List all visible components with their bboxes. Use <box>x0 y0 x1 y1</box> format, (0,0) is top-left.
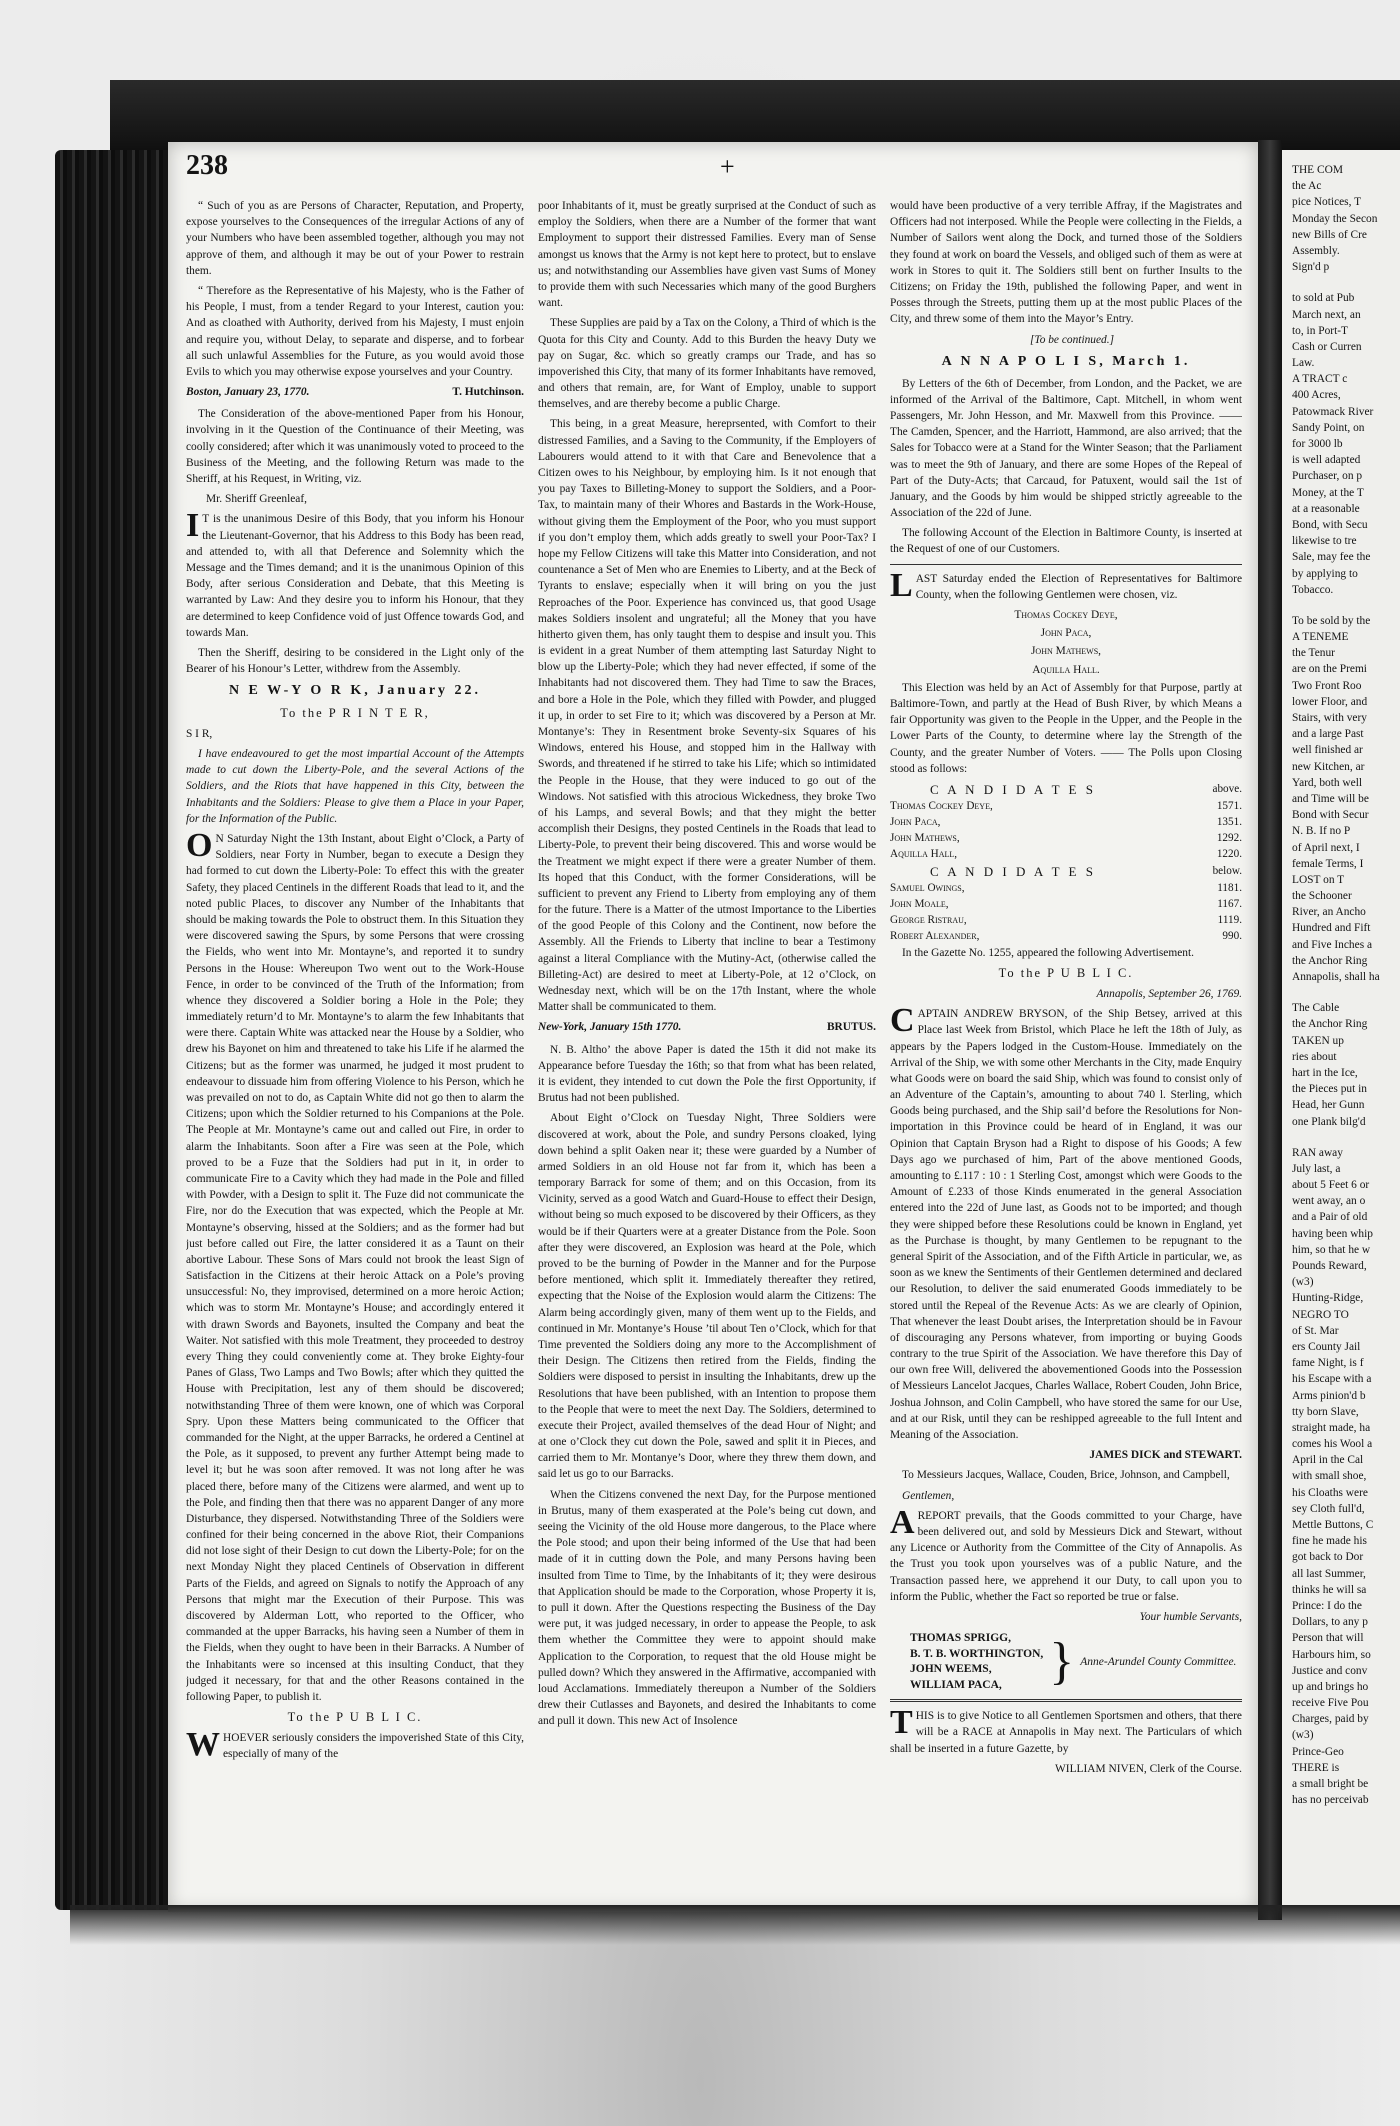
adjacent-page-line: Sign'd p <box>1292 261 1330 274</box>
salutation-gentlemen: Gentlemen, <box>902 1489 955 1502</box>
elected-name: John Paca, <box>1040 627 1092 640</box>
adjacent-page-line: Mettle Buttons, C <box>1292 1519 1374 1531</box>
paragraph: Then the Sheriff, desiring to be considered in the Light only of the Bearer of his Honour’s Letter, withdrew from the Assembly. <box>186 646 524 676</box>
adjacent-page-line: March next, an <box>1292 308 1361 321</box>
paragraph: ON Saturday Night the 13th Instant, about Eight o’Clock, a Party of Soldiers, near Forty in Number, began to execute a Design they had formed to cut down the Liberty-Pole: To effect this with the greater Safety, they placed Centinels in the different Roads that lead to it, and the noted public Places, to discover any Number of the Inhabitants that should be making towards the Pole to obstruct them. In this Situation they were discovered sawing the Spurs, by some Persons that were crossing the Fields, who went into Mr. Montayne’s, and reported it to sundry Persons in the House: Whereupon Two went out to the Work-House Fence, in order to be convinced of the Truth of the Information; from whence they discovered a Soldier boring a Hole in the Pole; they immediately return’d to Mr. Montayne’s to alarm the few Inhabitants that were there. Captain White was attacked near the House by a Soldier, who drew his Bayonet on him and threatened to take his Life if he alarmed the Citizens; but as the former was unarmed, he judged it most prudent to endeavour to dissuade him from offering Violence to his Person, which he was prevailed on not to do, as Captain White did not go then to alarm the Citizens; upon which the Soldier returned to his Companions at the Pole. The People at Mr. Montayne’s came out and called out Fire, in order to alarm the Inhabitants. Soon after a Fire was seen at the Pole, which proved to be a Fuze that the Soldiers had put in it, in order to communicate Fire to a Cavity which they had made in the Pole and filled with Powder, with a Design to split it. The Fuze did not communicate the Fire, nor do the Execution that was expected, which the People at Mr. Montayne’s observing, hissed at the Soldiers; and as the former had but just before called out Fire, the latter considered it as a Taunt on their abortive Labour. These Sons of Mars could not brook the least Sign of Satisfaction in the Citizens at their heroic Attack on a Pole’s proving unsuccessful: No, they improvised, determined on a more heroic Action; which was to storm Mr. Montayne’s House; and accordingly entered it with drawn Swords and Bayonets, insulted the Company and beat the Waiter. Not satisfied with this mole Treatment, they proceeded to destroy every Thing they could conveniently come at. They broke Eighty-four Panes of Glass, Two Lamps and Two Bowls; after which they quitted the House with Precipitation, lest any of them should be discovered; notwithstanding Three of them were known, one of which was Corporal Spry. Upon these Matters being communicated to the Officer that commanded for the Night, at the upper Barracks, he ordered a Centinel at the Pole, as it supposed, to prevent any further Attempt being made to level it; but he was soon after removed. It was not long after he was placed there, before many of the Citizens were alarmed, and went up to the Pole, and finding then that there was no apparent Danger of any more Disturbance, they dispersed. Notwithstanding Three of the Soldiers were confined for their being concerned in the above Riot, their Companions did not lose sight of their Design to cut down the Liberty-Pole; for on the next Monday Night they placed Centinels of Observation in different Parts of the Fields, and agreed on Signals to notify the Approach of any Persons that might mar the Execution of their Purpose. This was discovered by Alderman Lott, who reported to the Officer, who commanded at the upper Barracks, his having seen a Number of them in the Fields, when they ought to have been in their Barracks. A Number of the Inhabitants were so incensed at this insulting Conduct, that they judged it necessary, for that and the other Reasons contained in the following Paper, to publish it. <box>186 827 524 1703</box>
adjacent-page-line: N. B. If no P <box>1292 825 1351 838</box>
adjacent-page-line: THE COM <box>1292 164 1343 176</box>
paragraph: AREPORT prevails, that the Goods committed to your Charge, have been delivered out, and sold by Messieurs Dick and Stewart, without any Licence or Authority from the Committee of the City of Annapolis. As the Trust you took upon yourselves was of a public Nature, and the Transaction passed here, we apprehend it our Duty, to call upon you to inform the Public, whether the Fact so reported be true or false. <box>890 1503 1242 1603</box>
adjacent-page-line: to sold at Pub <box>1292 292 1355 305</box>
page-number: 238 <box>186 150 228 181</box>
adjacent-page-line: (w3) <box>1292 1276 1314 1289</box>
adjacent-page-line: Assembly. <box>1292 244 1340 257</box>
adjacent-page-line <box>1292 275 1396 290</box>
adjacent-page-line: receive Five Pou <box>1292 1697 1369 1710</box>
committee-member: WILLIAM PACA, <box>910 1678 1002 1691</box>
adjacent-page-line: A TRACT c <box>1292 373 1348 386</box>
committee-member: JOHN WEEMS, <box>910 1663 992 1676</box>
signoff-name: BRUTUS. <box>826 1021 876 1034</box>
adjacent-page-line: Annapolis, shall ha <box>1292 971 1380 983</box>
elected-name: Aquilla Hall. <box>1032 663 1100 676</box>
adjacent-page-line <box>1292 598 1396 613</box>
closing: Your humble Servants, <box>1139 1610 1242 1623</box>
paragraph: poor Inhabitants of it, must be greatly surprised at the Conduct of such as employ the Soldiers, when there are a Number of the former that want Employment to support their distressed Families. Every man of Sense amongst us knows that the Army is not kept here to protect, but to enslave us; and notwithstanding our Assemblies have given vast Sums of Money to provide them with such Necessaries which many of the good Burghers want. <box>538 200 876 310</box>
paragraph: would have been productive of a very terrible Affray, if the Magistrates and Officers had not interposed. While the People were collecting in the Fields, a Number of Sailors went along the Dock, and turned those of the Soldiers they found at work on board the Vessels, and obliged such of them as were at work in Stores to quit it. The Soldiers still bent on further Insults to the Citizens; on Friday the 19th, published the following Paper, and went in Posses through the Streets, putting them up at the most public Places of the City, and threw some of them into the Mayor’s Entry. <box>890 200 1242 326</box>
signoff-name: T. Hutchinson. <box>452 386 524 399</box>
signoff-date: Boston, January 23, 1770. <box>186 386 310 399</box>
candidate-name: Robert Alexander, <box>890 930 980 943</box>
poll-row <box>890 815 1242 831</box>
column-2 <box>538 198 876 1898</box>
adjacent-page-line: Two Front Roo <box>1292 679 1362 692</box>
adjacent-page-line: female Terms, I <box>1292 857 1364 870</box>
adjacent-page-line: new Bills of Cre <box>1292 228 1367 241</box>
adjacent-page-line: Money, at the T <box>1292 486 1364 499</box>
adjacent-page-text <box>1282 150 1400 1808</box>
adjacent-page-line: Sale, may fee the <box>1292 551 1371 564</box>
poll-header-word: below. <box>1212 865 1242 878</box>
adjacent-page-line: a small bright be <box>1292 1778 1369 1790</box>
elected-name: John Mathews, <box>1030 645 1102 658</box>
adjacent-page-line: Hunting-Ridge, <box>1292 1292 1364 1305</box>
adjacent-page-line: Yard, both well <box>1292 776 1363 789</box>
poll-row <box>890 881 1242 897</box>
adjacent-page-line: for 3000 lb <box>1292 438 1343 450</box>
adjacent-page-line: and a large Past <box>1292 728 1364 741</box>
adjacent-page-line: up and brings ho <box>1292 1680 1369 1693</box>
candidate-votes: 1220. <box>1216 848 1242 861</box>
adjacent-page-line: A TENEME <box>1292 631 1349 644</box>
adjacent-page-line: him, so that he w <box>1292 1243 1371 1256</box>
adjacent-page-line: Dollars, to any p <box>1292 1616 1368 1629</box>
adjacent-page-line: Sandy Point, on <box>1292 421 1365 434</box>
candidate-votes: 1292. <box>1216 832 1242 845</box>
adjacent-page-line: Prince-Geo <box>1292 1745 1344 1758</box>
adjacent-page-line: comes his Wool a <box>1292 1438 1373 1451</box>
paragraph: “ Such of you as are Persons of Character, Reputation, and Property, expose yourselves to the Consequences of the irregular Actions of any of your Numbers who have been assembled together, although you may not approve of them, and although it may be out of your Power to restrain them. <box>186 200 524 277</box>
adjacent-page-line: and Five Inches a <box>1292 938 1373 951</box>
adjacent-page-line: likewise to tre <box>1292 535 1357 548</box>
adjacent-page-line: TAKEN up <box>1292 1034 1344 1047</box>
adjacent-page-line: Harbours him, so <box>1292 1648 1371 1661</box>
adjacent-page-fragment <box>1282 150 1400 1910</box>
adjacent-page-line: is well adapted <box>1292 454 1361 467</box>
adjacent-page-line: River, an Ancho <box>1292 906 1366 919</box>
adjacent-page-line: Person that will <box>1292 1632 1364 1645</box>
committee-label: Anne-Arundel County Committee. <box>1080 1655 1237 1668</box>
paragraph: This being, in a great Measure, hereprsented, with Comfort to their distressed Families, and a Saving to the Community, if the Employers of Labourers would attend to it with that Care and Benevolence that a Citizen owes to his Neighbour, by employing him. Is it not enough that you pay Taxes to Billeting-Money to support the Soldiers, and a Poor-Tax, to maintain many of their Whores and Bastards in the Work-House, without giving them the Employment of the Poor, who you must support if you don’t employ them, which adds greatly to swell your Poor-Tax? I hope my Fellow Citizens will take this Matter into Consideration, and not countenance a Set of Men who are Enemies to Liberty, and at the Beck of Tyrants to enslave; especially when it will bring on you the just Reproaches of the Poor. Experience has convinced us, that good Usage makes Soldiers insolent and ungrateful; all the Money that you have hitherto given them, has only taught them to despise and insult you. This is evident in a great Number of them attempting last Saturday Night to blow up the Liberty-Pole; which they had never effected, if some of the Inhabitants had not discovered them. They had Time to saw the Braces, and bore a Hole in the Pole, which they filled with Powder, and plugged it up, in order to set Fire to it; which was discovered by a Person at Mr. Montanye’s: They in Resentment broke Seventy-six Squares of his Windows, entered his House, and stopped him in the Hallway with Swords, and threatened if he stirred to take his Life; which so intimidated the People in the House, that they were induced to go out of the Windows. Not satisfied with this atrocious Wickedness, they broke Two of his Lamps, and several Bowls; and that they might the better accomplish their Designs, they posted Centinels in the Roads that lead to Liberty-Pole, to prevent their being discovered. This and worse would be the Treatment we might expect if there were a greater Number of them. Its hoped that this Conduct, with the former Considerations, will be sufficient to prevent any Friend to Liberty from employing any of them for the future. There is a Matter of the utmost Importance to the Liberties of the good People of this Colony and the Continent, now before the Assembly. All the Friends to Liberty that incline to bear a Testimony against a literal Compliance with the Mutiny-Act, (otherwise called the Billeting-Act) are desired to meet at Liberty-Pole, at 12 o’Clock, on Wednesday next, which will be on the 17th Instant, where the whole Matter shall be communicated to them. <box>538 418 876 1014</box>
adjacent-page-line: straight made, ha <box>1292 1421 1371 1434</box>
salutation: Mr. Sheriff Greenleaf, <box>206 493 308 506</box>
paragraph: In the Gazette No. 1255, appeared the following Advertisement. <box>902 947 1194 960</box>
adjacent-page-line: THERE is <box>1292 1761 1340 1774</box>
adjacent-page-line: Pounds Reward, <box>1292 1260 1367 1272</box>
adjacent-page-line: Patowmack River <box>1292 405 1374 418</box>
poll-row <box>890 929 1242 945</box>
adjacent-page-line: of St. Mar <box>1292 1324 1339 1337</box>
adjacent-page-line: Tobacco. <box>1292 583 1334 596</box>
poll-table <box>890 781 1242 945</box>
adjacent-page-line: sey Cloth full'd, <box>1292 1502 1365 1515</box>
adjacent-page-line: are on the Premi <box>1292 663 1367 676</box>
adjacent-page-line: NEGRO TO <box>1292 1308 1349 1321</box>
signoff <box>538 1019 876 1035</box>
adjacent-page-line: Bond, with Secu <box>1292 518 1368 531</box>
to-public-heading: To the P U B L I C. <box>287 1710 423 1725</box>
adjacent-page-line: the Schooner <box>1292 890 1352 903</box>
clerk-signature: WILLIAM NIVEN, Clerk of the Course. <box>1055 1762 1242 1775</box>
poll-header <box>890 863 1242 881</box>
paragraph: These Supplies are paid by a Tax on the Colony, a Third of which is the Quota for this City and County. Add to this Burden the heavy Duty we pay on Sugar, &c. which so greatly cramps our Trade, and has so impoverished this City, that many of its former Inhabitants have removed, and others that remain, are, for Want of Employ, unable to support themselves, and are thereby become a public Charge. <box>538 317 876 411</box>
adjacent-page-line: by applying to <box>1292 567 1358 580</box>
paragraph: WHOEVER seriously considers the impoverished State of this City, especially of many of the <box>186 1725 524 1763</box>
committee-member: B. T. B. WORTHINGTON, <box>910 1647 1044 1660</box>
paragraph: By Letters of the 6th of December, from London, and the Packet, we are informed of the Arrival of the Baltimore, Capt. Mitchell, in whom went Passengers, Mr. John Hesson, and Mr. Maxwell from this Province. —— The Camden, Spencer, and the Harriott, Hammond, are also arrived; that the Sales for Tobacco were at a Stand for the Winter Season; that the Parliament was to meet the 9th of January, and there are some Hopes of the Repeal of Part of the Duty-Acts; that Carcaud, for Patuxent, would sail the 1st of January, and the Goods by him would be shipped strictly agreeable to the Association of the 22d of June. <box>890 377 1242 520</box>
column-1 <box>186 198 524 1898</box>
candidate-name: John Mathews, <box>890 832 960 845</box>
to-be-continued: [To be continued.] <box>1029 333 1115 346</box>
candidate-votes: 1181. <box>1217 882 1242 895</box>
adjacent-page-line: Justice and conv <box>1292 1664 1368 1677</box>
adjacent-page-line: The Cable <box>1292 1002 1340 1015</box>
signers: JAMES DICK and STEWART. <box>1089 1449 1242 1462</box>
paragraph: “ Therefore as the Representative of his Majesty, who is the Father of his People, I must, from a tender Regard to your Interest, caution you: And as cloathed with Authority, derived from his Majesty, I must enjoin and require you, without Delay, to separate and disperse, and to forbear all such unlawful Assemblies for the Future, as you would avoid those Evils to which you may otherwise expose yourselves and your Country. <box>186 284 524 378</box>
dateline-annapolis: A N N A P O L I S, March 1. <box>941 353 1191 369</box>
adjacent-page-line: with small shoe, <box>1292 1470 1367 1483</box>
to-public-heading: To the P U B L I C. <box>998 966 1134 981</box>
adjacent-page-line: To be sold by the <box>1292 614 1371 627</box>
candidate-votes: 1571. <box>1216 800 1242 813</box>
adjacent-page-line: the Pieces put in <box>1292 1083 1367 1096</box>
elected-name: Thomas Cockey Deye, <box>1014 609 1118 621</box>
paragraph: When the Citizens convened the next Day, for the Purpose mentioned in Brutus, many of them exasperated at the Pole’s being cut down, and seeing the Vicinity of the old House more dangerous, to the Place where the Pole stood; and upon their being informed of the Use that had been made of it in cutting down the Pole, and many Persons having been insulted from Time to Time, by the Inhabitants of it; they were desirous that Application should be made to the Corporation, whose Property it is, to pull it down. After the Questions respecting the Business of the Day were put, it was judged necessary, in order to appease the People, to ask them whether the Committee they were to appoint should make Application to the Corporation, to request that the old House might be pulled down? Which they answered in the Affirmative, accompanied with loud Acclamations. Immediately thereupon a Number of the Soldiers drew their Cutlasses and Bayonets, and desired the Inhabitants to come and pull it down. This new Act of Insolence <box>538 1488 876 1728</box>
adjacent-page-line: July last, a <box>1292 1162 1341 1175</box>
intro-paragraph: I have endeavoured to get the most impartial Account of the Attempts made to cut down the Liberty-Pole, and the several Actions of the Soldiers, and the Riots that have happened in this City, between the Inhabitants and the Soldiers: Please to give them a Place in your Paper, for the Information of the Public. <box>186 748 524 825</box>
adjacent-page-line: of April next, I <box>1292 841 1360 854</box>
adjacent-page-line: Stairs, with very <box>1292 712 1367 724</box>
adjacent-page-line: new Kitchen, ar <box>1292 760 1365 773</box>
top-shadow <box>110 80 1400 150</box>
paragraph: About Eight o’Clock on Tuesday Night, Three Soldiers were discovered at work, about the Pole, and sundry Persons cloaked, lying down behind a split Oaken near it; these were guarded by a Number of armed Soldiers in an old House not far from it, which has been a temporary Barrack for some of them; and on this Occasion, from its Vicinity, served as a good Watch and Guard-House to effect their Design, without being so much exposed to be discovered by their Officers, as they would be if their Quarters were at a greater Distance from the Pole. Soon after they were discovered, an Explosion was heard at the Pole, which proved to be the burning of Powder in the Manner and for the Purpose before mentioned, which split it. Immediately thereafter they retired, expecting that the Noise of the Explosion would alarm the Citizens: The Alarm being accordingly given, many of them went up to the Fields, and continued in Mr. Montanye’s House ’til about Ten o’Clock, which for that Time prevented the Soldiers doing any more to the Accomplishment of their Design. The Citizens then retired from the Fields, finding the Soldiers were disposed to persist in insulting the Inhabitants, drew up the Resolutions that have been published, with an Intention to propose them to the People that were to meet the next Day. The Soldiers, determined to execute their Project, availed themselves of the dead Hour of Night; and at one o’Clock they cut down the Pole, sawed and split it in Pieces, and carried them to Mr. Montanye’s Door, where they threw them down, and said let us go to our Barracks. <box>538 1112 876 1481</box>
paragraph: This Election was held by an Act of Assembly for that Purpose, partly at Baltimore-Town, and partly at the Head of Bush River, by which Means a fair Opportunity was given to the People in the Upper, and the People in the Lower Parts of the County, to determine where lay the Strength of the County, and the greater Number of Voters. —— The Polls upon Closing stood as follows: <box>890 681 1242 775</box>
adjacent-page-line: got back to Dor <box>1292 1551 1364 1564</box>
adjacent-page-line <box>1292 1130 1396 1145</box>
adjacent-page-line: Hundred and Fift <box>1292 922 1371 935</box>
adjacent-page-line: RAN away <box>1292 1146 1343 1159</box>
paragraph: N. B. Altho’ the above Paper is dated the 15th it did not make its Appearance before Tuesday the 16th; so that from what has been related, it is evident, they intended to cut down the Pole the first Opportunity, if Brutus had not been published. <box>538 1043 876 1105</box>
candidate-votes: 1119. <box>1217 914 1242 927</box>
column-3 <box>890 198 1242 1898</box>
adjacent-page-line: thinks he will sa <box>1292 1583 1367 1596</box>
adjacent-page-line: fine he made his <box>1292 1535 1367 1548</box>
handwritten-cross-mark: + <box>720 152 735 181</box>
poll-row <box>890 831 1242 847</box>
adjacent-page-line: Bond with Secur <box>1292 809 1369 822</box>
paragraph: IT is the unanimous Desire of this Body, that you inform his Honour the Lieutenant-Governor, that his Address to this Body has been read, and attended to, with all that Deference and Solemnity which the Message and the Times demand; and it is the unanimous Opinion of this Body, after serious Consideration and Debate, that this Meeting is warranted by Law: And they desire you to inform his Honour, that they are determined to keep Confidence void of just Offence towards God, and towards Man. <box>186 507 524 639</box>
committee-member: THOMAS SPRIGG, <box>910 1632 1011 1645</box>
brace-glyph: } <box>1049 1633 1075 1691</box>
adjacent-page-line: one Plank bilg'd <box>1292 1115 1366 1128</box>
dateline-new-york: N E W-Y O R K, January 22. <box>228 683 482 699</box>
adjacent-page-line: at a reasonable <box>1292 502 1360 515</box>
adjacent-page-line: his Escape with a <box>1292 1373 1372 1386</box>
adjacent-page-line: April in the Cal <box>1292 1454 1364 1467</box>
adjacent-page-line: his Cloaths were <box>1292 1486 1368 1499</box>
bottom-shadow <box>70 1905 1400 1945</box>
adjacent-page-line: 400 Acres, <box>1292 389 1341 402</box>
adjacent-page-line: and a Pair of old <box>1292 1211 1368 1224</box>
adjacent-page-line: Law. <box>1292 357 1315 370</box>
candidate-votes: 1167. <box>1217 898 1242 911</box>
book-binding <box>55 150 170 1910</box>
adjacent-page-line: Purchaser, on p <box>1292 470 1363 483</box>
adjacent-page-line: Head, her Gunn <box>1292 1099 1365 1112</box>
poll-row <box>890 847 1242 863</box>
adjacent-page-line: Prince: I do the <box>1292 1599 1362 1612</box>
adjacent-page-line: Cash or Curren <box>1292 340 1362 353</box>
paragraph: CAPTAIN ANDREW BRYSON, of the Ship Betsey, arrived at this Place last Week from Bristol, which Place he left the 18th of July, as appears by the Papers lodged in the Custom-House. Immediately on the Arrival of the Ship, we with some other Merchants in the City, made Enquiry what Goods were on board the said Ship, which was found to consist only of an Adventure of the Captain’s, amounting to about 740 l. Sterling, which Goods being purchased, and the Ship sail’d before the Resolutions for Non-importation in this Province could be heard of in England, it was our Opinion that Captain Bryson had a Right to dispose of his Goods; A few Days ago we purchased of him, Part of the above mentioned Goods, amounting to £.117 : 10 : 1 Sterling Cost, amongst which were Goods to the Amount of £.233 of those Kinds enumerated in the general Association entered into the 22d of June last, as Goods not to be imported; and though they were shipped before these Resolutions could be known in England, yet as the Purchase is thought, by many Gentlemen to be repugnant to the general Spirit of the Association, and of the Fifth Article in particular, we, as soon as we knew the Sentiments of their Gentlemen determined and declared our Resolution, to deliver the said enumerated Goods immediately to be stored until the Repeal of the Revenue Acts: As we are clearly of Opinion, That whenever the least Doubt arises, the Interpretation should be in Favour of discouraging any Persons whatever, from importing or buying Goods contrary to the true Spirit of the Association. We have therefore this Day of our own free Will, delivered the abovementioned Goods into the Possession of Messieurs Lancelot Jacques, Charles Wallace, Robert Couden, John Brice, Joshua Johnson, and Colin Campbell, who have stored the same for our Use, and at our Risk, until they can be reshipped agreeable to the full Intent and Meaning of the Association. <box>890 1002 1242 1442</box>
adjacent-page-line: having been whip <box>1292 1227 1373 1240</box>
adjacent-page-line: all last Summer, <box>1292 1567 1366 1580</box>
adjacent-page-line: and Time will be <box>1292 792 1369 805</box>
page-gutter <box>1258 140 1282 1920</box>
poll-header-label: C A N D I D A T E S <box>930 863 1096 879</box>
dateline-annapolis-1769: Annapolis, September 26, 1769. <box>1096 987 1242 1000</box>
adjacent-page-line: Charges, paid by <box>1292 1713 1369 1726</box>
adjacent-page-line: lower Floor, and <box>1292 695 1368 708</box>
adjacent-page-line: to, in Port-T <box>1292 324 1349 337</box>
committee-signature-block <box>910 1631 1242 1693</box>
adjacent-page-line: LOST on T <box>1292 873 1345 886</box>
poll-row <box>890 799 1242 815</box>
candidate-votes: 1351. <box>1216 816 1242 829</box>
adjacent-page-line: the Tenur <box>1292 647 1335 660</box>
poll-header-word: above. <box>1212 783 1242 796</box>
committee-members <box>910 1631 1043 1693</box>
adjacent-page-line: the Anchor Ring <box>1292 1018 1368 1031</box>
adjacent-page-line: has no perceivab <box>1292 1794 1369 1807</box>
poll-header <box>890 781 1242 799</box>
candidate-name: George Ristrau, <box>890 914 967 927</box>
poll-header-label: C A N D I D A T E S <box>930 781 1096 797</box>
candidate-name: John Moale, <box>890 898 949 911</box>
address-line: To Messieurs Jacques, Wallace, Couden, Brice, Johnson, and Campbell, <box>902 1469 1230 1482</box>
adjacent-page-line: tty born Slave, <box>1292 1405 1359 1418</box>
adjacent-page-line: the Anchor Ring <box>1292 954 1368 967</box>
adjacent-page-line: the Ac <box>1292 180 1322 193</box>
candidate-name: Aquilla Hall, <box>890 848 958 861</box>
adjacent-page-line <box>1292 985 1396 1000</box>
adjacent-page-line: fame Night, is f <box>1292 1357 1364 1370</box>
adjacent-page-line: ries about <box>1292 1050 1337 1063</box>
divider <box>890 564 1242 565</box>
paragraph: LAST Saturday ended the Election of Representatives for Baltimore County, when the following Gentlemen were chosen, viz. <box>890 566 1242 604</box>
adjacent-page-line: about 5 Feet 6 or <box>1292 1179 1370 1192</box>
salutation-sir: S I R, <box>186 727 213 740</box>
adjacent-page-line: Monday the Secon <box>1292 212 1378 225</box>
candidate-name: Thomas Cockey Deye, <box>890 800 993 813</box>
paragraph: The Consideration of the above-mentioned Paper from his Honour, involving in it the Question of the Continuance of their Meeting, was coolly considered; after which it was unanimously voted to proceed to the Business of the Meeting, and the following Return was made to the Sheriff, at his Request, in Writing, viz. <box>186 408 524 485</box>
candidate-votes: 990. <box>1222 930 1242 943</box>
poll-row <box>890 913 1242 929</box>
adjacent-page-line: (w3) <box>1292 1729 1314 1742</box>
adjacent-page-line: well finished ar <box>1292 744 1363 757</box>
adjacent-page-line: hart in the Ice, <box>1292 1066 1358 1079</box>
adjacent-page-line: pice Notices, T <box>1292 196 1362 209</box>
candidate-name: John Paca, <box>890 816 941 829</box>
adjacent-page-line: ers County Jail <box>1292 1340 1361 1353</box>
poll-row <box>890 897 1242 913</box>
paragraph: The following Account of the Election in Baltimore County, is inserted at the Request of one of our Customers. <box>890 527 1242 556</box>
signoff <box>186 384 524 400</box>
newspaper-page <box>168 142 1258 1912</box>
signoff-date: New-York, January 15th 1770. <box>538 1021 682 1034</box>
divider <box>890 1699 1242 1702</box>
candidate-name: Samuel Owings, <box>890 882 965 895</box>
paragraph: THIS is to give Notice to all Gentlemen Sportsmen and others, that there will be a RACE at Annapolis in May next. The Particulars of which shall be inserted in a future Gazette, by <box>890 1704 1242 1755</box>
to-printer-heading: To the P R I N T E R, <box>280 706 430 721</box>
adjacent-page-line: Arms pinion'd b <box>1292 1389 1366 1402</box>
adjacent-page-line: went away, an o <box>1292 1195 1366 1208</box>
